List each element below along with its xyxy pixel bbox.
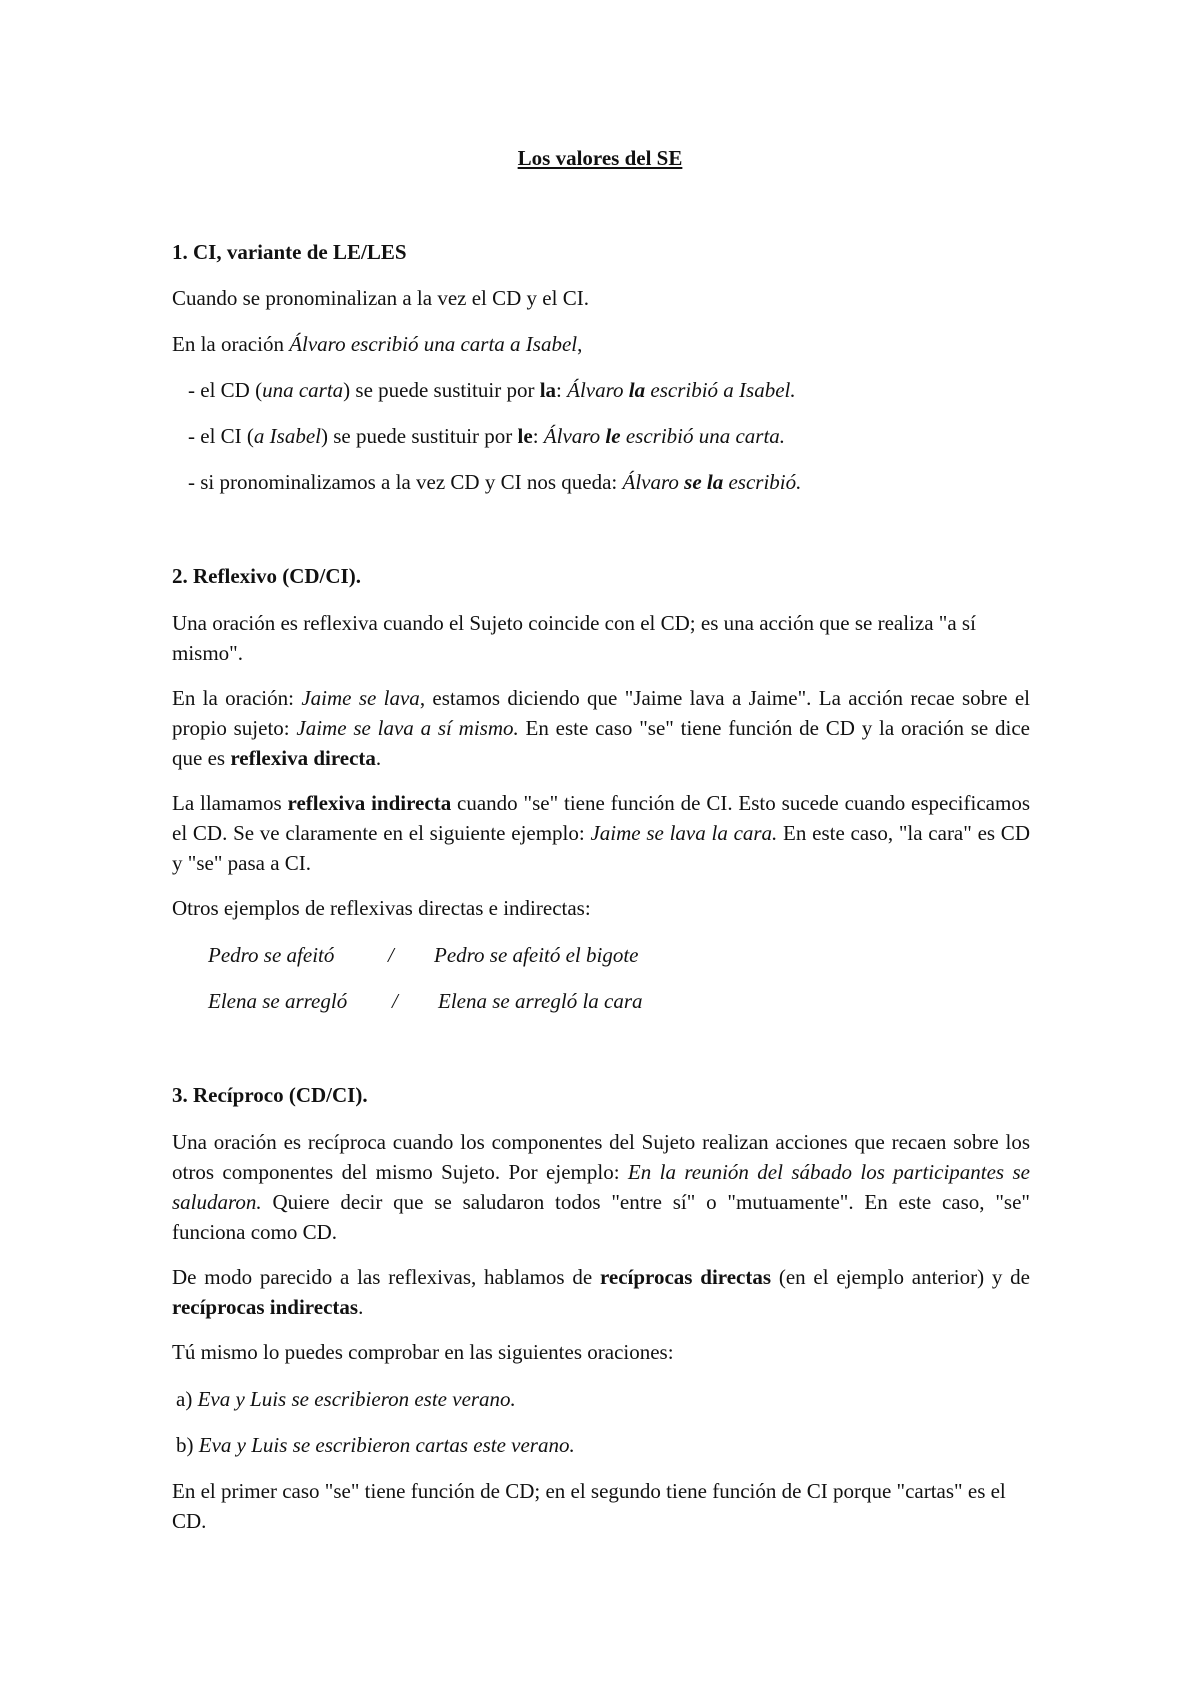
section-3-heading: 3. Recíproco (CD/CI).: [172, 1083, 368, 1107]
section-1-bullet-3: - si pronominalizamos a la vez CD y CI nos queda: Álvaro se la escribió.: [188, 470, 802, 494]
example-left: Elena se arregló: [208, 989, 348, 1013]
section-3-example-b: b) Eva y Luis se escribieron cartas este verano.: [176, 1433, 575, 1457]
section-1-paragraph-2: En la oración Álvaro escribió una carta a Isabel,: [172, 332, 583, 356]
page-title: Los valores del SE: [517, 146, 683, 170]
section-2-paragraph-1: Una oración es reflexiva cuando el Sujeto coincide con el CD; es una acción que se realiza "a sí mismo".: [172, 611, 976, 665]
section-1-bullet-2: - el CI (a Isabel) se puede sustituir por le: Álvaro le escribió una carta.: [188, 424, 786, 448]
section-2-heading: 2. Reflexivo (CD/CI).: [172, 564, 361, 588]
example-separator: /: [388, 943, 394, 967]
example-separator: /: [392, 989, 398, 1013]
example-left: Pedro se afeitó: [208, 943, 335, 967]
section-3-example-a: a) Eva y Luis se escribieron este verano.: [176, 1387, 516, 1411]
example-right: Elena se arregló la cara: [438, 989, 643, 1013]
section-3-paragraph-1: Una oración es recíproca cuando los componentes del Sujeto realizan acciones que recaen sobre los otros componentes del mismo Sujeto. Por ejemplo: En la reunión del sábado los participantes se saludaron. Quiere decir que se saludaron todos "entre sí" o "mutuamente". En este caso, "se" funciona como CD.: [172, 1130, 1030, 1244]
section-2-paragraph-4: Otros ejemplos de reflexivas directas e indirectas:: [172, 896, 591, 920]
section-1-bullet-1: - el CD (una carta) se puede sustituir por la: Álvaro la escribió a Isabel.: [188, 378, 796, 402]
section-2-paragraph-3: La llamamos reflexiva indirecta cuando "se" tiene función de CI. Esto sucede cuando especificamos el CD. Se ve claramente en el siguiente ejemplo: Jaime se lava la cara. En este caso, "la cara" es CD y "se" pasa a CI.: [172, 791, 1030, 875]
section-1-paragraph-1: Cuando se pronominalizan a la vez el CD y el CI.: [172, 286, 589, 310]
section-2-paragraph-2: En la oración: Jaime se lava, estamos diciendo que "Jaime lava a Jaime". La acción recae sobre el propio sujeto: Jaime se lava a sí mismo. En este caso "se" tiene función de CD y la oración se dice que es reflexiva directa.: [172, 686, 1030, 770]
section-3-paragraph-2: De modo parecido a las reflexivas, hablamos de recíprocas directas (en el ejemplo anterior) y de recíprocas indirectas.: [172, 1265, 1031, 1319]
section-1-heading: 1. CI, variante de LE/LES: [172, 240, 407, 264]
section-3-paragraph-3: Tú mismo lo puedes comprobar en las siguientes oraciones:: [172, 1340, 674, 1364]
section-3-paragraph-4: En el primer caso "se" tiene función de CD; en el segundo tiene función de CI porque "cartas" es el CD.: [172, 1479, 1006, 1533]
example-right: Pedro se afeitó el bigote: [434, 943, 639, 967]
